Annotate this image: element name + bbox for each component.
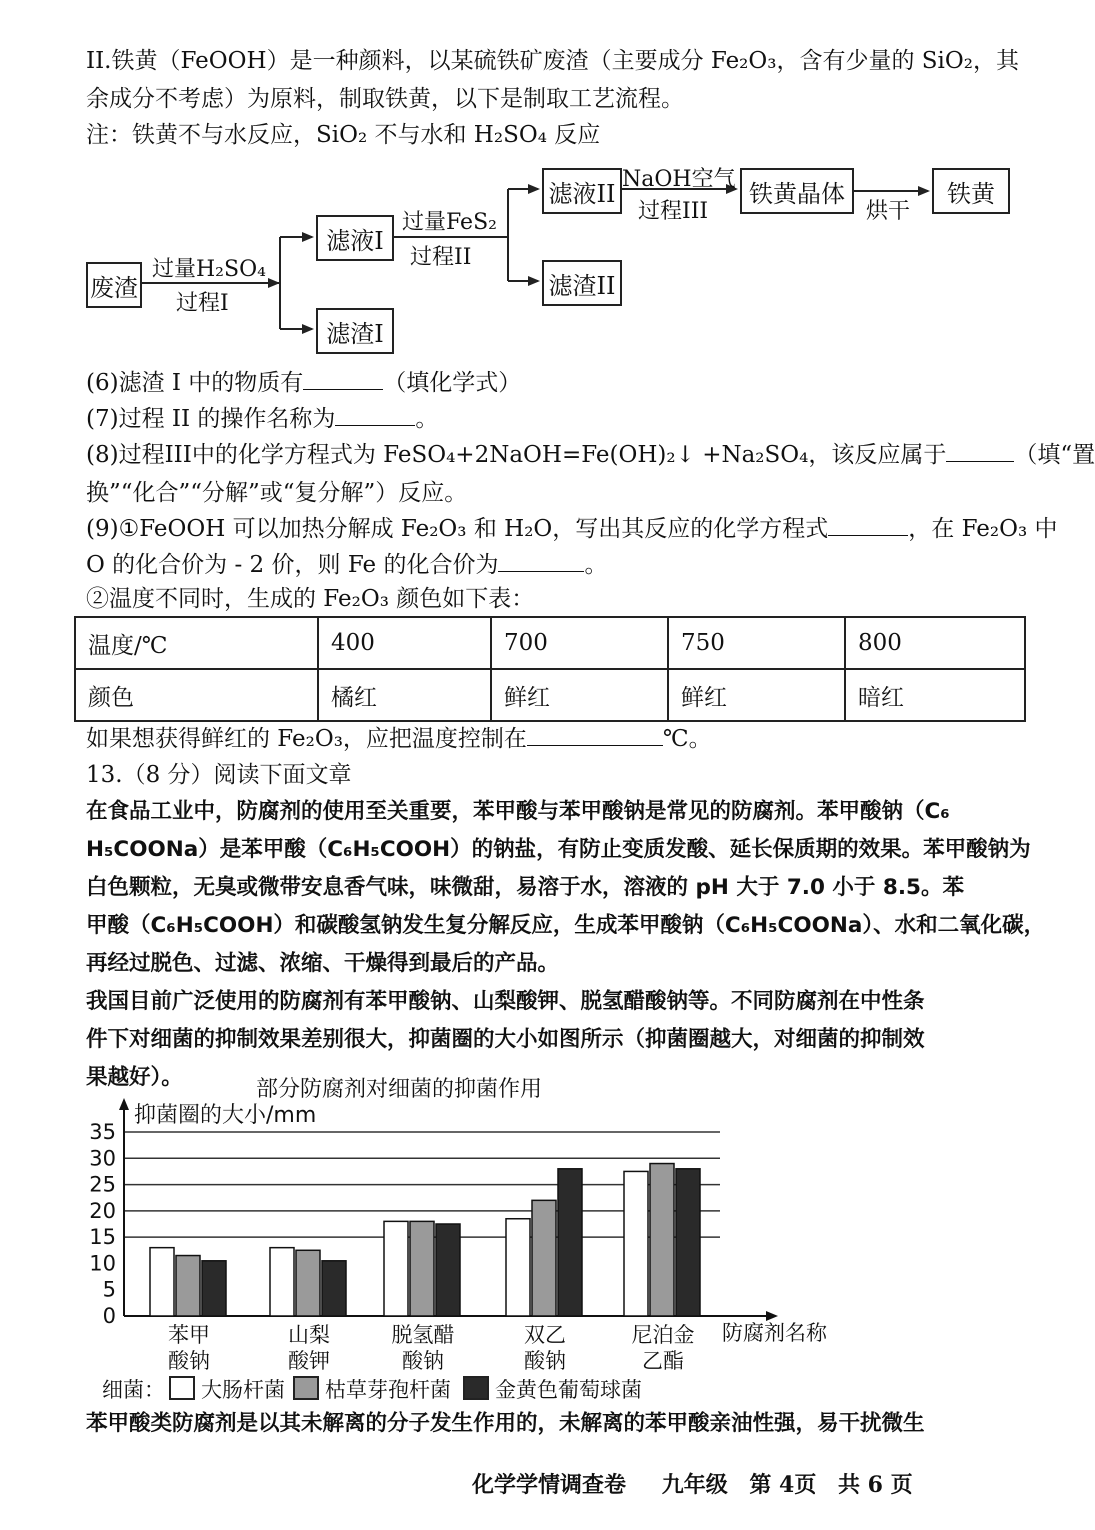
bar-staph <box>322 1261 346 1316</box>
q9-text: (9)①FeOOH 可以加热分解成 Fe₂O₃ 和 H₂O，写出其反应的化学方程式 <box>86 516 829 542</box>
y-tick-label: 10 <box>89 1251 116 1276</box>
legend-label: 大肠杆菌 <box>201 1378 285 1402</box>
table-cell: 800 <box>845 617 1025 669</box>
q8-hint: （填“置 <box>1014 442 1095 468</box>
bar-ecoli <box>150 1248 174 1316</box>
article-line: 白色颗粒，无臭或微带安息香气味，味微甜，易溶于水，溶液的 pH 大于 7.0 小于 8.5。苯 <box>86 875 964 900</box>
q8-blank[interactable] <box>946 439 1014 462</box>
temperature-color-table <box>74 616 1026 722</box>
table-cell: 温度/℃ <box>75 617 318 669</box>
flow-arrows <box>0 0 1080 370</box>
box-filtrate1: 滤液I <box>316 215 394 261</box>
q6-blank[interactable] <box>303 367 383 390</box>
bar-staph <box>676 1169 700 1316</box>
question-8-cont: 换”“化合”“分解”或“复分解”）反应。 <box>86 480 468 506</box>
x-tick-label: 尼泊金 <box>631 1323 695 1347</box>
label-process1: 过程I <box>176 291 229 316</box>
y-axis-label: 抑菌圈的大小/mm <box>134 1103 317 1128</box>
x-axis-arrow <box>766 1311 778 1321</box>
box-crystal: 铁黄晶体 <box>740 168 854 214</box>
label-dry: 烘干 <box>866 199 911 224</box>
table-cell: 颜色 <box>75 669 318 721</box>
q9-blank-equation[interactable] <box>828 513 908 536</box>
x-tick-label: 双乙 <box>524 1323 566 1347</box>
bar-ecoli <box>506 1219 530 1316</box>
box-filtrate2: 滤液II <box>542 168 622 214</box>
bar-bacillus <box>650 1164 674 1316</box>
bar-bacillus <box>296 1250 320 1316</box>
y-tick-label: 35 <box>89 1120 116 1144</box>
footer-page: 第 4页 <box>749 1472 817 1498</box>
bar-bacillus <box>532 1200 556 1316</box>
bar-staph <box>202 1261 226 1316</box>
q13-heading: 13.（8 分）阅读下面文章 <box>86 762 352 788</box>
table-row <box>75 669 1025 721</box>
q7-text: (7)过程 II 的操作名称为 <box>86 406 336 432</box>
bar-chart <box>0 1070 1080 1373</box>
box-residue2: 滤渣II <box>542 260 622 306</box>
bar-ecoli <box>384 1221 408 1316</box>
table-cell: 鲜红 <box>491 669 668 721</box>
article-line: 再经过脱色、过滤、浓缩、干燥得到最后的产品。 <box>86 951 560 976</box>
bar-ecoli <box>270 1248 294 1316</box>
x-axis-label: 防腐剂名称 <box>722 1321 827 1345</box>
bar-staph <box>436 1224 460 1316</box>
table-cell: 700 <box>491 617 668 669</box>
question-8 <box>86 438 1095 472</box>
q9-text-c: O 的化合价为 - 2 价，则 Fe 的化合价为 <box>86 552 499 578</box>
article-line: 我国目前广泛使用的防腐剂有苯甲酸钠、山梨酸钾、脱氢醋酸钠等。不同防腐剂在中性条 <box>86 989 925 1014</box>
box-product: 铁黄 <box>932 168 1010 214</box>
temperature-question <box>86 722 712 756</box>
question-6 <box>86 366 521 400</box>
x-tick-label: 酸钾 <box>288 1349 330 1373</box>
intro-line-2: 余成分不考虑）为原料，制取铁黄，以下是制取工艺流程。 <box>86 86 684 112</box>
x-tick-label: 苯甲 <box>168 1323 210 1347</box>
temp-q-text: 如果想获得鲜红的 Fe₂O₃，应把温度控制在 <box>86 726 527 752</box>
label-process3: 过程III <box>638 199 709 224</box>
x-tick-label: 酸钠 <box>524 1349 566 1373</box>
article-line: 在食品工业中，防腐剂的使用至关重要，苯甲酸与苯甲酸钠是常见的防腐剂。苯甲酸钠（C₆ <box>86 799 950 824</box>
bar-ecoli <box>624 1171 648 1316</box>
label-process2: 过程II <box>410 245 472 270</box>
footer-subject: 化学学情调查卷 <box>472 1472 627 1498</box>
box-waste: 废渣 <box>86 262 142 308</box>
article-line: 甲酸（C₆H₅COOH）和碳酸氢钠发生复分解反应，生成苯甲酸钠（C₆H₅COONa）、水和二氧化碳， <box>86 913 1046 938</box>
chart-legend <box>102 1374 642 1404</box>
x-tick-label: 酸钠 <box>168 1349 210 1373</box>
table-cell: 橘红 <box>318 669 491 721</box>
y-tick-label: 30 <box>89 1146 116 1171</box>
bar-bacillus <box>410 1221 434 1316</box>
y-axis-arrow <box>119 1098 129 1110</box>
table-cell: 鲜红 <box>668 669 845 721</box>
bar-bacillus <box>176 1256 200 1316</box>
bar-staph <box>558 1169 582 1316</box>
legend-swatch-staph <box>463 1376 489 1400</box>
y-tick-label: 0 <box>102 1304 116 1328</box>
y-tick-label: 25 <box>89 1172 116 1197</box>
q8-text: (8)过程III中的化学方程式为 FeSO₄+2NaOH=Fe(OH)₂↓ +Na₂SO₄，该反应属于 <box>86 442 947 468</box>
article-line: 果越好）。 <box>86 1065 183 1090</box>
legend-title: 细菌： <box>102 1378 165 1402</box>
x-tick-label: 山梨 <box>288 1323 330 1347</box>
x-tick-label: 酸钠 <box>402 1349 444 1373</box>
table-row <box>75 617 1025 669</box>
legend-swatch-ecoli <box>169 1376 195 1400</box>
box-residue1: 滤渣I <box>316 308 394 354</box>
table-cell: 750 <box>668 617 845 669</box>
y-tick-label: 20 <box>89 1198 116 1223</box>
label-acid: 过量H₂SO₄ <box>152 257 266 282</box>
label-fes2: 过量FeS₂ <box>402 210 497 235</box>
q9-text-b: ，在 Fe₂O₃ 中 <box>908 516 1058 542</box>
intro-line-1: II.铁黄（FeOOH）是一种颜料，以某硫铁矿废渣（主要成分 Fe₂O₃，含有少量的 SiO₂，其 <box>86 48 1019 74</box>
footer-total: 共 6 页 <box>838 1472 913 1498</box>
intro-note: 注：铁黄不与水反应，SiO₂ 不与水和 H₂SO₄ 反应 <box>86 122 601 148</box>
table-cell: 暗红 <box>845 669 1025 721</box>
page-footer <box>472 1468 913 1499</box>
q7-blank[interactable] <box>335 403 415 426</box>
temperature-blank[interactable] <box>527 723 663 746</box>
question-9-cont <box>86 548 607 582</box>
y-tick-label: 5 <box>102 1277 116 1302</box>
x-tick-label: 脱氢醋 <box>391 1323 455 1347</box>
article-line: 件下对细菌的抑制效果差别很大，抑菌圈的大小如图所示（抑菌圈越大，对细菌的抑制效 <box>86 1027 925 1052</box>
q7-end: 。 <box>415 406 439 432</box>
table-cell: 400 <box>318 617 491 669</box>
article-line: H₅COONa）是苯甲酸（C₆H₅COOH）的钠盐，有防止变质发酸、延长保质期的效果。苯甲酸钠为 <box>86 837 1031 862</box>
q9-blank-valence[interactable] <box>498 549 584 572</box>
x-tick-label: 乙酯 <box>642 1349 684 1373</box>
legend-label: 金黄色葡萄球菌 <box>495 1378 642 1402</box>
legend-label: 枯草芽孢杆菌 <box>325 1378 451 1402</box>
question-9 <box>86 512 1058 546</box>
q9-end: 。 <box>584 552 608 578</box>
article-line: 苯甲酸类防腐剂是以其未解离的分子发生作用的，未解离的苯甲酸亲油性强，易干扰微生 <box>86 1411 925 1436</box>
temp-q-unit: ℃。 <box>662 726 712 752</box>
question-9-2: ②温度不同时，生成的 Fe₂O₃ 颜色如下表： <box>86 586 535 612</box>
chart-title: 部分防腐剂对细菌的抑菌作用 <box>256 1077 543 1102</box>
question-7 <box>86 402 438 436</box>
footer-grade: 九年级 <box>661 1472 728 1498</box>
legend-swatch-bacillus <box>293 1376 319 1400</box>
label-naoh: NaOH空气 <box>622 167 736 192</box>
q6-hint: （填化学式） <box>383 370 522 396</box>
y-tick-label: 15 <box>89 1225 116 1250</box>
q6-text: (6)滤渣 I 中的物质有 <box>86 370 304 396</box>
